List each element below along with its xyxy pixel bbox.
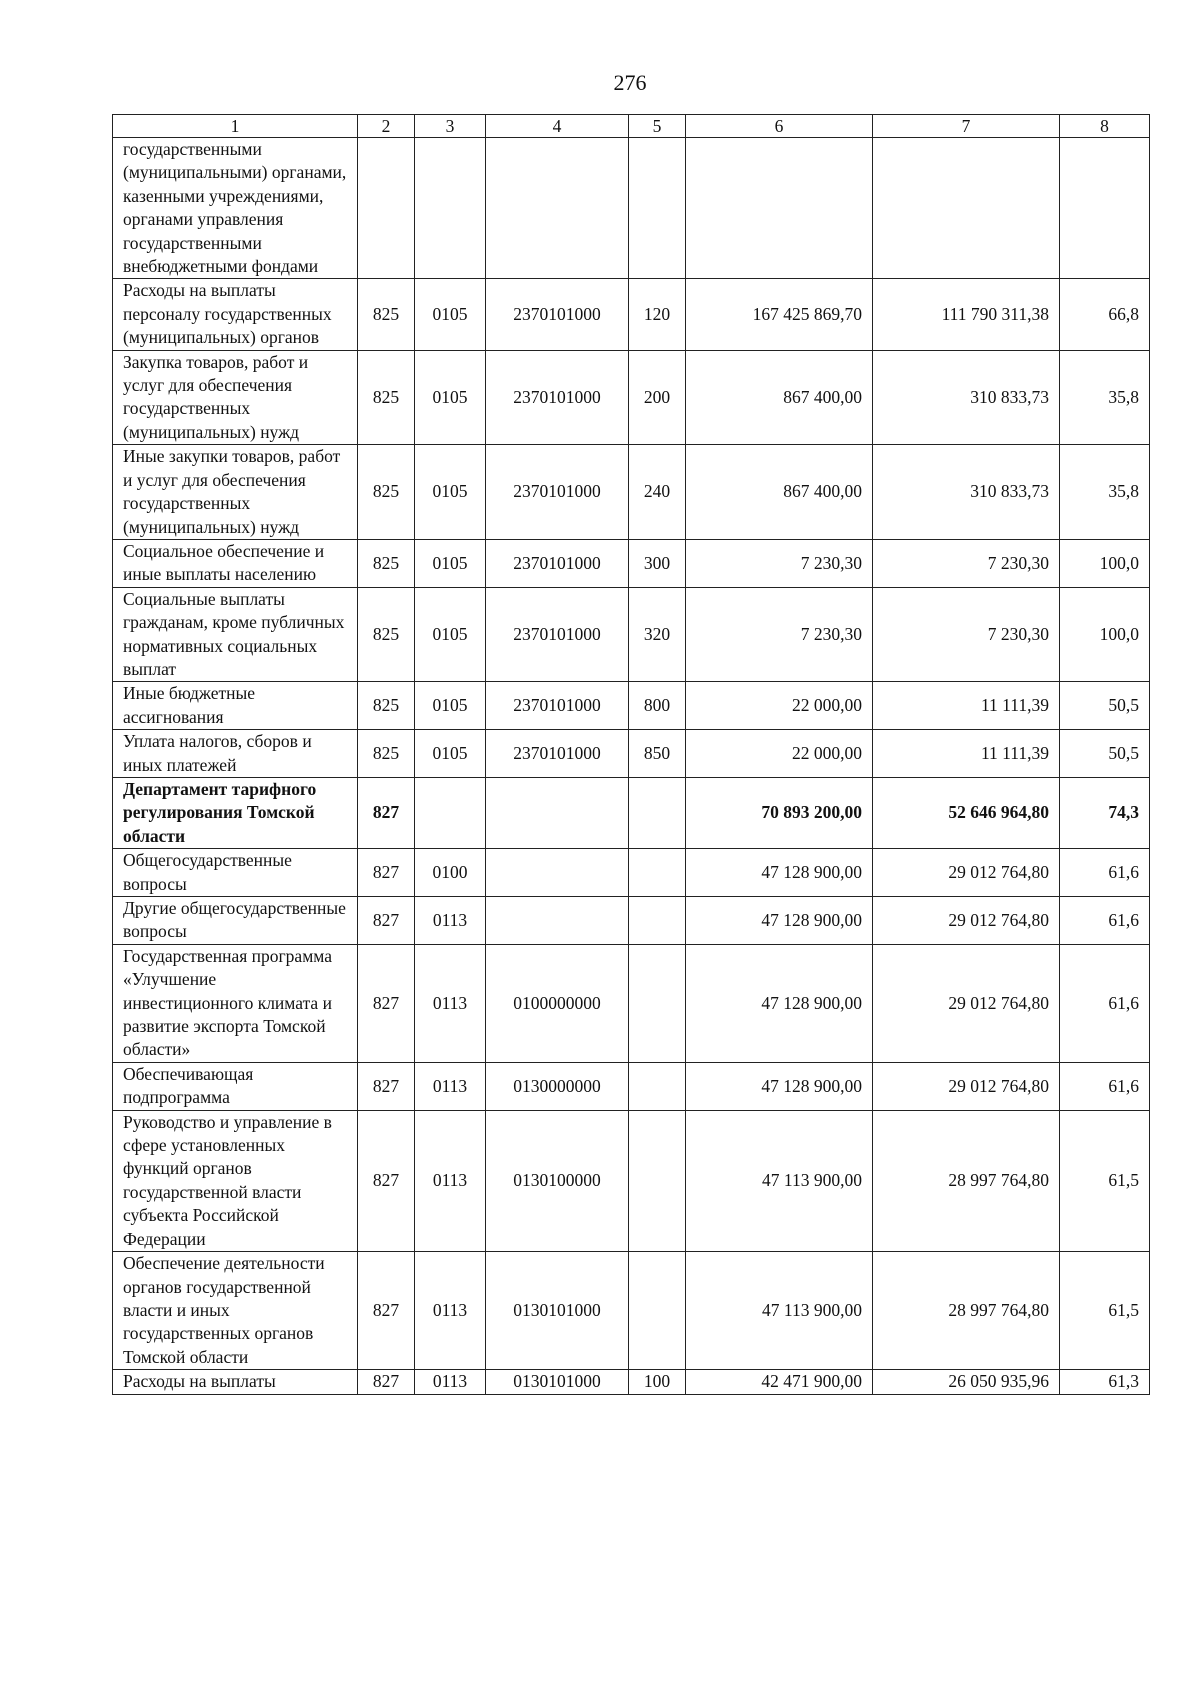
- cell-planned-amount: 47 113 900,00: [686, 1252, 873, 1370]
- cell-target-article: 2370101000: [486, 539, 629, 587]
- cell-section: 0105: [415, 587, 486, 682]
- column-header: 1: [113, 115, 358, 138]
- table-row: [113, 587, 1150, 682]
- cell-target-article: [486, 138, 629, 279]
- cell-ministry-code: 827: [358, 1062, 415, 1110]
- cell-expense-type: [629, 897, 686, 945]
- cell-executed-amount: 7 230,30: [873, 587, 1060, 682]
- cell-ministry-code: 827: [358, 849, 415, 897]
- table-row: [113, 777, 1150, 848]
- cell-section: 0105: [415, 730, 486, 778]
- cell-description: Социальное обеспечение и иные выплаты населению: [113, 539, 358, 587]
- cell-executed-amount: 29 012 764,80: [873, 897, 1060, 945]
- cell-planned-amount: 7 230,30: [686, 587, 873, 682]
- cell-expense-type: 200: [629, 350, 686, 445]
- cell-executed-amount: 310 833,73: [873, 350, 1060, 445]
- cell-description: Закупка товаров, работ и услуг для обеспечения государственных (муниципальных) нужд: [113, 350, 358, 445]
- cell-expense-type: 100: [629, 1370, 686, 1394]
- cell-target-article: 0130101000: [486, 1370, 629, 1394]
- cell-ministry-code: 825: [358, 587, 415, 682]
- cell-executed-amount: 29 012 764,80: [873, 849, 1060, 897]
- cell-target-article: 2370101000: [486, 730, 629, 778]
- cell-section: 0113: [415, 944, 486, 1062]
- cell-description: Другие общегосударственные вопросы: [113, 897, 358, 945]
- cell-percent: 50,5: [1060, 730, 1150, 778]
- cell-planned-amount: 47 113 900,00: [686, 1110, 873, 1251]
- table-row: [113, 1370, 1150, 1394]
- cell-target-article: 0130101000: [486, 1252, 629, 1370]
- cell-expense-type: 800: [629, 682, 686, 730]
- cell-planned-amount: 70 893 200,00: [686, 777, 873, 848]
- cell-description: Уплата налогов, сборов и иных платежей: [113, 730, 358, 778]
- cell-percent: 61,3: [1060, 1370, 1150, 1394]
- cell-ministry-code: 827: [358, 1370, 415, 1394]
- cell-description: Государственная программа «Улучшение инвестиционного климата и развитие экспорта Томской области»: [113, 944, 358, 1062]
- table-header-row: [113, 115, 1150, 138]
- cell-percent: 74,3: [1060, 777, 1150, 848]
- cell-target-article: [486, 897, 629, 945]
- cell-percent: 100,0: [1060, 539, 1150, 587]
- table-row: [113, 1062, 1150, 1110]
- table-row: [113, 539, 1150, 587]
- cell-planned-amount: 47 128 900,00: [686, 849, 873, 897]
- cell-percent: 61,5: [1060, 1110, 1150, 1251]
- cell-target-article: 0100000000: [486, 944, 629, 1062]
- cell-expense-type: [629, 138, 686, 279]
- table-row: [113, 350, 1150, 445]
- cell-description: Обеспечение деятельности органов государственной власти и иных государственных органов Томской области: [113, 1252, 358, 1370]
- cell-percent: 61,6: [1060, 897, 1150, 945]
- table-row: [113, 944, 1150, 1062]
- cell-section: [415, 138, 486, 279]
- column-header: 4: [486, 115, 629, 138]
- cell-ministry-code: 827: [358, 897, 415, 945]
- cell-section: 0113: [415, 1110, 486, 1251]
- cell-ministry-code: 825: [358, 682, 415, 730]
- cell-planned-amount: 167 425 869,70: [686, 279, 873, 350]
- cell-expense-type: 300: [629, 539, 686, 587]
- cell-description: Руководство и управление в сфере установленных функций органов государственной власти субъекта Российской Федерации: [113, 1110, 358, 1251]
- cell-section: [415, 777, 486, 848]
- column-header: 8: [1060, 115, 1150, 138]
- cell-planned-amount: 47 128 900,00: [686, 944, 873, 1062]
- cell-target-article: 2370101000: [486, 279, 629, 350]
- cell-expense-type: 320: [629, 587, 686, 682]
- cell-description: Расходы на выплаты персоналу государственных (муниципальных) органов: [113, 279, 358, 350]
- column-header: 3: [415, 115, 486, 138]
- cell-expense-type: [629, 849, 686, 897]
- cell-percent: 50,5: [1060, 682, 1150, 730]
- cell-executed-amount: 310 833,73: [873, 445, 1060, 540]
- cell-expense-type: [629, 1062, 686, 1110]
- page-number: 276: [613, 70, 647, 95]
- cell-target-article: 2370101000: [486, 682, 629, 730]
- cell-expense-type: 850: [629, 730, 686, 778]
- cell-section: 0105: [415, 350, 486, 445]
- cell-section: 0113: [415, 1062, 486, 1110]
- cell-executed-amount: 29 012 764,80: [873, 944, 1060, 1062]
- table-row: [113, 138, 1150, 279]
- cell-ministry-code: 827: [358, 944, 415, 1062]
- cell-target-article: 0130100000: [486, 1110, 629, 1251]
- table-row: [113, 1252, 1150, 1370]
- cell-description: Социальные выплаты гражданам, кроме публичных нормативных социальных выплат: [113, 587, 358, 682]
- cell-target-article: 0130000000: [486, 1062, 629, 1110]
- cell-planned-amount: 7 230,30: [686, 539, 873, 587]
- cell-target-article: [486, 777, 629, 848]
- cell-ministry-code: [358, 138, 415, 279]
- cell-executed-amount: 7 230,30: [873, 539, 1060, 587]
- table-row: [113, 730, 1150, 778]
- cell-description: государственными (муниципальными) органами, казенными учреждениями, органами управления государственными внебюджетными фондами: [113, 138, 358, 279]
- cell-section: 0113: [415, 1370, 486, 1394]
- cell-percent: 61,5: [1060, 1252, 1150, 1370]
- cell-executed-amount: 52 646 964,80: [873, 777, 1060, 848]
- cell-percent: 35,8: [1060, 445, 1150, 540]
- cell-expense-type: [629, 1252, 686, 1370]
- cell-percent: 66,8: [1060, 279, 1150, 350]
- cell-description: Расходы на выплаты: [113, 1370, 358, 1394]
- cell-section: 0105: [415, 682, 486, 730]
- table-row: [113, 849, 1150, 897]
- cell-description: Департамент тарифного регулирования Томской области: [113, 777, 358, 848]
- cell-section: 0105: [415, 539, 486, 587]
- cell-planned-amount: 867 400,00: [686, 445, 873, 540]
- column-header: 2: [358, 115, 415, 138]
- cell-executed-amount: 111 790 311,38: [873, 279, 1060, 350]
- cell-planned-amount: [686, 138, 873, 279]
- cell-executed-amount: 28 997 764,80: [873, 1252, 1060, 1370]
- cell-executed-amount: 26 050 935,96: [873, 1370, 1060, 1394]
- table-row: [113, 279, 1150, 350]
- cell-percent: 61,6: [1060, 849, 1150, 897]
- cell-executed-amount: 11 111,39: [873, 682, 1060, 730]
- cell-planned-amount: 867 400,00: [686, 350, 873, 445]
- cell-description: Общегосударственные вопросы: [113, 849, 358, 897]
- cell-expense-type: 120: [629, 279, 686, 350]
- cell-ministry-code: 827: [358, 777, 415, 848]
- cell-expense-type: [629, 777, 686, 848]
- cell-percent: 35,8: [1060, 350, 1150, 445]
- cell-planned-amount: 47 128 900,00: [686, 897, 873, 945]
- cell-percent: 61,6: [1060, 1062, 1150, 1110]
- cell-section: 0105: [415, 279, 486, 350]
- budget-table: [112, 114, 1150, 1395]
- cell-executed-amount: 28 997 764,80: [873, 1110, 1060, 1251]
- cell-executed-amount: 29 012 764,80: [873, 1062, 1060, 1110]
- table-row: [113, 1110, 1150, 1251]
- cell-executed-amount: [873, 138, 1060, 279]
- cell-section: 0100: [415, 849, 486, 897]
- cell-ministry-code: 827: [358, 1252, 415, 1370]
- cell-percent: 61,6: [1060, 944, 1150, 1062]
- table-row: [113, 682, 1150, 730]
- cell-section: 0105: [415, 445, 486, 540]
- cell-planned-amount: 42 471 900,00: [686, 1370, 873, 1394]
- cell-expense-type: [629, 944, 686, 1062]
- cell-description: Иные бюджетные ассигнования: [113, 682, 358, 730]
- cell-target-article: [486, 849, 629, 897]
- cell-executed-amount: 11 111,39: [873, 730, 1060, 778]
- cell-target-article: 2370101000: [486, 587, 629, 682]
- cell-percent: [1060, 138, 1150, 279]
- column-header: 5: [629, 115, 686, 138]
- cell-planned-amount: 22 000,00: [686, 730, 873, 778]
- cell-expense-type: [629, 1110, 686, 1251]
- cell-ministry-code: 825: [358, 730, 415, 778]
- cell-percent: 100,0: [1060, 587, 1150, 682]
- cell-description: Обеспечивающая подпрограмма: [113, 1062, 358, 1110]
- cell-planned-amount: 22 000,00: [686, 682, 873, 730]
- cell-ministry-code: 825: [358, 350, 415, 445]
- cell-description: Иные закупки товаров, работ и услуг для обеспечения государственных (муниципальных) нужд: [113, 445, 358, 540]
- cell-ministry-code: 825: [358, 539, 415, 587]
- cell-ministry-code: 825: [358, 445, 415, 540]
- table-row: [113, 445, 1150, 540]
- table-row: [113, 897, 1150, 945]
- cell-expense-type: 240: [629, 445, 686, 540]
- cell-section: 0113: [415, 1252, 486, 1370]
- cell-section: 0113: [415, 897, 486, 945]
- cell-ministry-code: 827: [358, 1110, 415, 1251]
- cell-target-article: 2370101000: [486, 350, 629, 445]
- column-header: 7: [873, 115, 1060, 138]
- cell-planned-amount: 47 128 900,00: [686, 1062, 873, 1110]
- cell-ministry-code: 825: [358, 279, 415, 350]
- column-header: 6: [686, 115, 873, 138]
- cell-target-article: 2370101000: [486, 445, 629, 540]
